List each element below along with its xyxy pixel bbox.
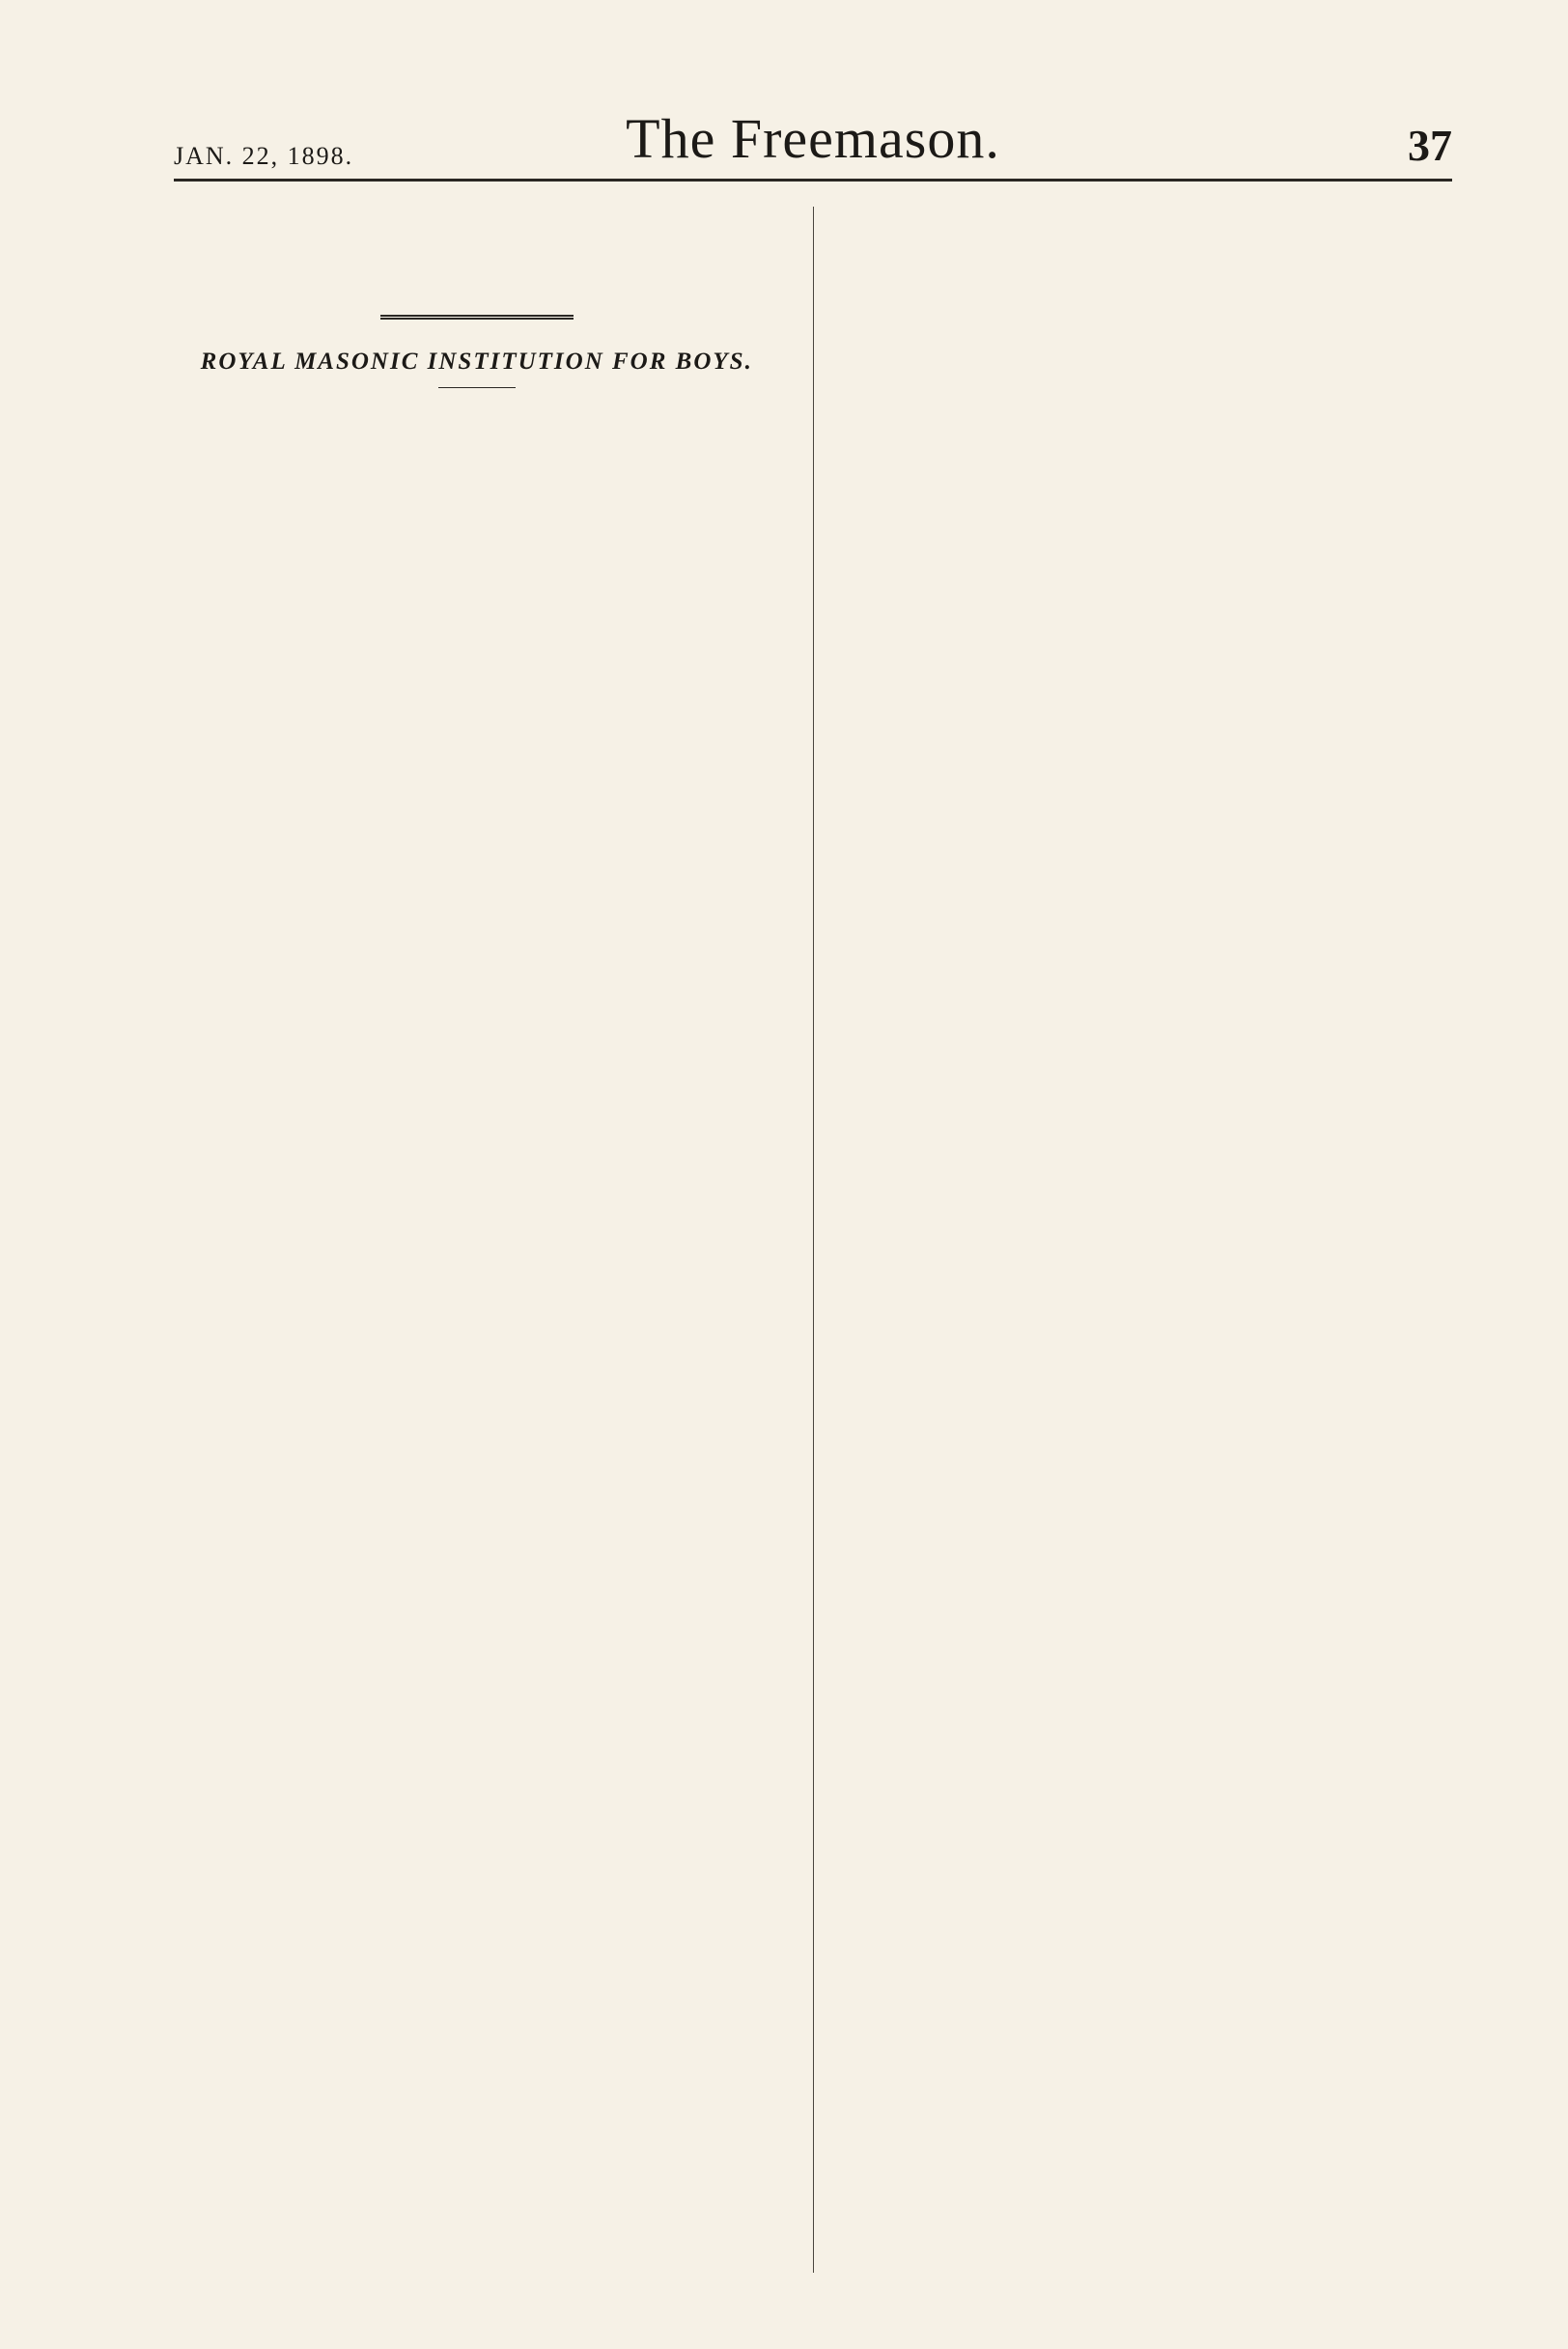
- article-paragraph: [174, 626, 780, 647]
- article-paragraph: [847, 585, 1453, 606]
- masthead-title: The Freemason.: [626, 107, 1000, 170]
- article-paragraph: [847, 396, 1453, 417]
- page-number: 37: [1407, 121, 1452, 170]
- article-paragraph: [847, 558, 1453, 579]
- article-paragraph: [847, 423, 1453, 444]
- article-paragraph: [174, 490, 780, 512]
- article-paragraph: [174, 545, 780, 566]
- article-paragraph: [174, 463, 780, 485]
- article-paragraph: [847, 288, 1453, 309]
- column-right: [847, 207, 1453, 2273]
- article-paragraph: [174, 572, 780, 593]
- article-paragraph: [174, 680, 780, 701]
- running-head: [174, 106, 1452, 182]
- article-paragraph: [847, 207, 1453, 228]
- heading-underline: [438, 387, 516, 388]
- article-paragraph: [174, 653, 780, 674]
- article-paragraph: [174, 517, 780, 539]
- article-paragraph: [174, 207, 780, 228]
- column-left: [174, 207, 780, 2273]
- article-paragraph: [847, 234, 1453, 255]
- article-paragraph: [847, 639, 1453, 660]
- article-paragraph: [174, 409, 780, 431]
- article-paragraph: [847, 612, 1453, 633]
- issue-date: JAN. 22, 1898.: [174, 142, 354, 170]
- article-paragraph: [847, 666, 1453, 687]
- article-paragraph: [847, 315, 1453, 336]
- article-paragraph: [847, 693, 1453, 714]
- article-paragraph: [847, 477, 1453, 498]
- article-paragraph: [847, 450, 1453, 471]
- article-paragraph: [174, 261, 780, 282]
- text-columns: [174, 207, 1452, 2273]
- article-paragraph: [847, 342, 1453, 363]
- article-paragraph: [847, 369, 1453, 390]
- article-paragraph: [847, 531, 1453, 552]
- article-heading: ROYAL MASONIC INSTITUTION FOR BOYS.: [200, 349, 753, 375]
- article-paragraph: [174, 234, 780, 255]
- article-paragraph: [847, 261, 1453, 282]
- article-paragraph: [847, 504, 1453, 525]
- article-paragraph: [174, 599, 780, 620]
- article-paragraph: [174, 436, 780, 458]
- column-divider: [813, 207, 814, 2273]
- section-divider: [380, 315, 574, 320]
